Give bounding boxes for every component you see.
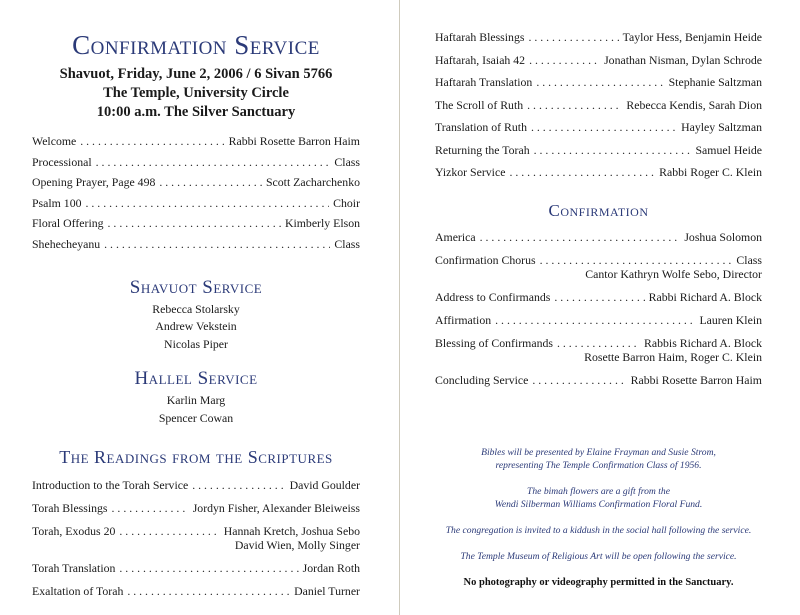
reading-row: Haftarah Blessings . . . Taylor Hess, Benjamin Heide bbox=[435, 30, 762, 44]
reading-row: Torah, Exodus 20 . . . Hannah Kretch, Joshua Sebo bbox=[32, 524, 360, 538]
confirmation-row: Blessing of Confirmands . . . Rabbis Richard A. Block bbox=[435, 336, 762, 350]
service-notes: Bibles will be presented by Elaine Frayman and Susie Strom, representing The Temple Confirmation Class of 1956. The bimah flowers are a gift from the Wendi Silberman Williams Confirmation Floral Fund. The congregation is invited to a kiddush in the social hall following the service. The Temple Museum of Religious Art will be open following the service. bbox=[435, 447, 762, 563]
program-row: Shehecheyanu . . . Class bbox=[32, 237, 360, 251]
service-info bbox=[32, 65, 360, 122]
hallel-title: Hallel Service bbox=[134, 368, 258, 389]
confirmation-row: Affirmation . . . Lauren Klein bbox=[435, 313, 762, 327]
reading-row: Torah Blessings . . . Jordyn Fisher, Alexander Bleiweiss bbox=[32, 501, 360, 515]
shavuot-title: Shavuot Service bbox=[129, 276, 263, 298]
program-row: Floral Offering . . . Kimberly Elson bbox=[32, 216, 360, 230]
readings-list-continued bbox=[435, 30, 762, 179]
service-time: 10:00 a.m. The Silver Sanctuary bbox=[96, 104, 296, 120]
reading-row: Yizkor Service . . . Rabbi Roger C. Klein bbox=[435, 165, 762, 179]
reading-row: Introduction to the Torah Service . . . David Goulder bbox=[32, 478, 360, 492]
page-title: Confirmation Service bbox=[72, 30, 320, 60]
reading-row: Haftarah, Isaiah 42 . . . Jonathan Nisman, Dylan Schrode bbox=[435, 53, 762, 67]
reading-row: Returning the Torah . . . Samuel Heide bbox=[435, 143, 762, 157]
readings-list bbox=[32, 478, 360, 598]
service-date: Shavuot, Friday, June 2, 2006 / 6 Sivan 5766 bbox=[59, 66, 333, 82]
confirmation-continuation: Cantor Kathryn Wolfe Sebo, Director bbox=[585, 267, 762, 281]
confirmation-row: Address to Confirmands . . . Rabbi Richard A. Block bbox=[435, 290, 762, 304]
reading-continuation: David Wien, Molly Singer bbox=[234, 538, 360, 552]
program-row: Opening Prayer, Page 498 . . . Scott Zacharchenko bbox=[32, 175, 360, 189]
kiddush-note: The congregation is invited to a kiddush in the social hall following the service. bbox=[445, 525, 752, 536]
reading-row: Torah Translation . . . Jordan Roth bbox=[32, 561, 360, 575]
museum-note: The Temple Museum of Religious Art will be open following the service. bbox=[460, 550, 737, 562]
service-location: The Temple, University Circle bbox=[103, 85, 289, 101]
reading-row: The Scroll of Ruth . . . Rebecca Kendis, Sarah Dion bbox=[435, 98, 762, 112]
reading-row: Exaltation of Torah . . . Daniel Turner bbox=[32, 584, 360, 598]
page-fold bbox=[399, 0, 400, 615]
shavuot-names: Rebecca Stolarsky Andrew Vekstein Nicolas Piper bbox=[152, 301, 240, 351]
right-panel bbox=[435, 0, 762, 588]
confirmation-row: Confirmation Chorus . . . Class bbox=[435, 253, 762, 267]
program-row: Psalm 100 . . . Choir bbox=[32, 196, 360, 210]
readings-title: The Readings from the Scriptures bbox=[59, 447, 333, 467]
confirmation-row: Concluding Service . . . Rabbi Rosette Barron Haim bbox=[435, 373, 762, 387]
program-list bbox=[32, 134, 360, 251]
reading-row: Translation of Ruth . . . Hayley Saltzman bbox=[435, 120, 762, 134]
confirmation-continuation: Rosette Barron Haim, Roger C. Klein bbox=[584, 350, 762, 364]
left-panel bbox=[32, 0, 360, 598]
program-row: Welcome . . . Rabbi Rosette Barron Haim bbox=[32, 134, 360, 148]
hallel-names: Karlin Marg Spencer Cowan bbox=[158, 393, 234, 425]
confirmation-list bbox=[435, 230, 762, 387]
reading-row: Haftarah Translation . . . Stephanie Saltzman bbox=[435, 75, 762, 89]
no-photography-notice: No photography or videography permitted in the Sanctuary. bbox=[463, 577, 734, 588]
program-row: Processional . . . Class bbox=[32, 155, 360, 169]
confirmation-title: Confirmation bbox=[548, 201, 649, 220]
confirmation-row: America . . . Joshua Solomon bbox=[435, 230, 762, 244]
